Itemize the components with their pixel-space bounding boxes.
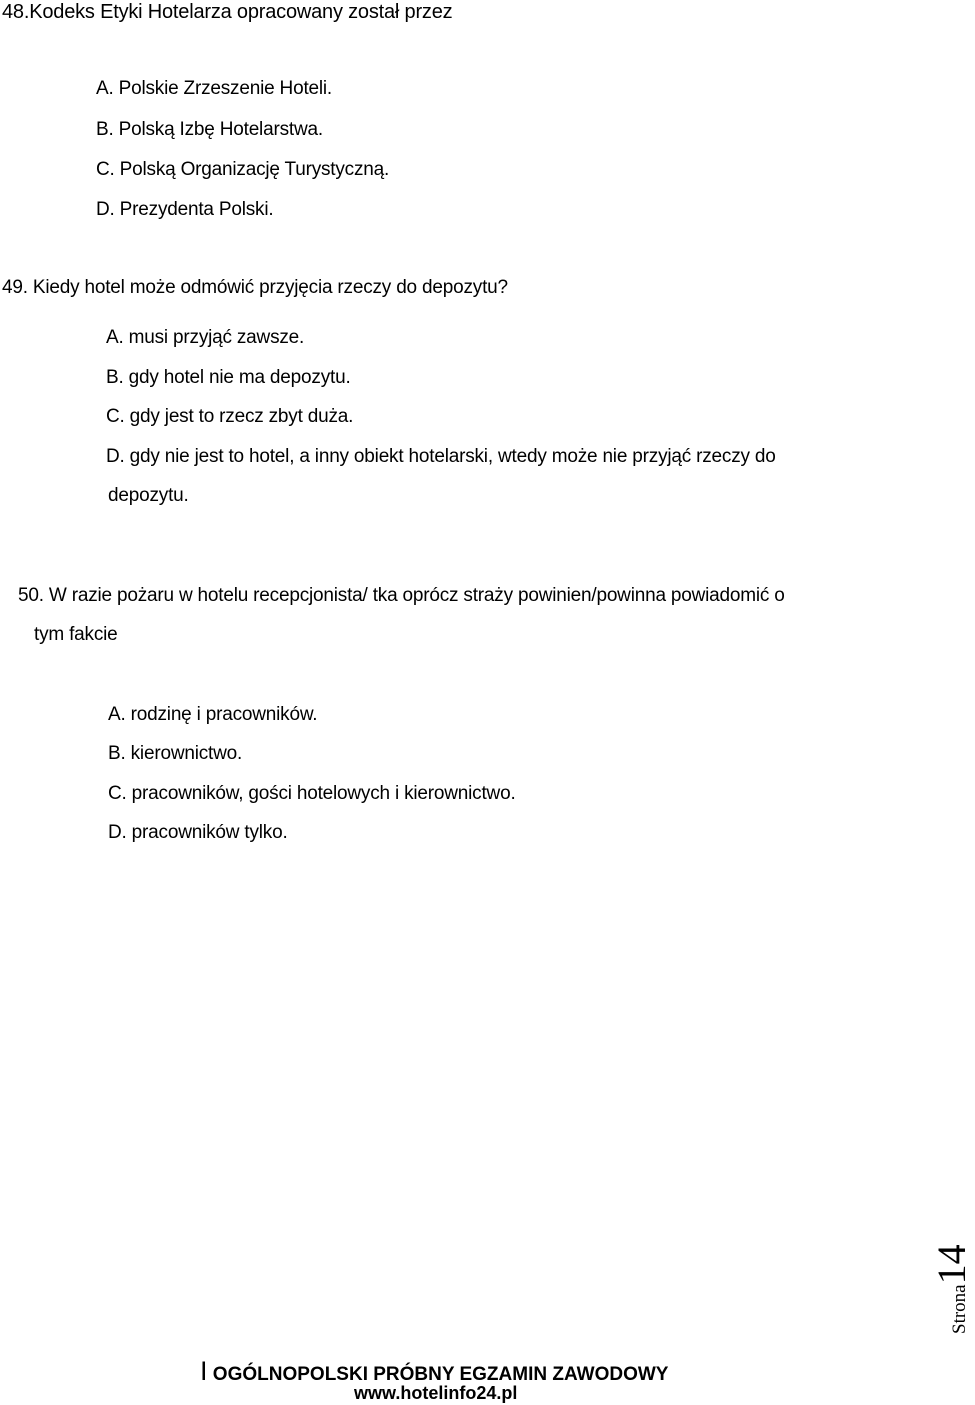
page-word: Strona xyxy=(949,1284,970,1334)
question-50-continued: tym fakcie xyxy=(34,624,118,645)
question-49: 49. Kiedy hotel może odmówić przyjęcia rzeczy do depozytu? xyxy=(2,277,508,298)
q50-answer-b: B. kierownictwo. xyxy=(108,743,243,764)
q49-answer-d-continued: depozytu. xyxy=(108,485,189,506)
q50-answer-a: A. rodzinę i pracowników. xyxy=(108,704,318,725)
q49-answer-a: A. musi przyjąć zawsze. xyxy=(106,327,305,348)
page-number-label xyxy=(928,1224,974,1334)
page-number: 14 xyxy=(929,1244,974,1285)
question-50: 50. W razie pożaru w hotelu recepcjonista/ tka oprócz straży powinien/powinna powiadomić o xyxy=(18,585,785,606)
q50-answer-d: D. pracowników tylko. xyxy=(108,822,288,843)
footer-roman-numeral: I xyxy=(200,1356,208,1386)
q49-answer-b: B. gdy hotel nie ma depozytu. xyxy=(106,367,351,388)
footer-title-text: OGÓLNOPOLSKI PRÓBNY EGZAMIN ZAWODOWY xyxy=(207,1364,669,1385)
q48-answer-c: C. Polską Organizację Turystyczną. xyxy=(96,159,390,180)
q48-answer-b: B. Polską Izbę Hotelarstwa. xyxy=(96,119,323,140)
q48-answer-a: A. Polskie Zrzeszenie Hoteli. xyxy=(96,78,333,99)
q48-answer-d: D. Prezydenta Polski. xyxy=(96,199,274,220)
footer-url: www.hotelinfo24.pl xyxy=(354,1383,518,1403)
q50-answer-c: C. pracowników, gości hotelowych i kierownictwo. xyxy=(108,783,516,804)
q49-answer-d: D. gdy nie jest to hotel, a inny obiekt hotelarski, wtedy może nie przyjąć rzeczy do xyxy=(106,446,776,467)
question-48: 48.Kodeks Etyki Hotelarza opracowany został przez xyxy=(2,1,453,23)
q49-answer-c: C. gdy jest to rzecz zbyt duża. xyxy=(106,406,354,427)
